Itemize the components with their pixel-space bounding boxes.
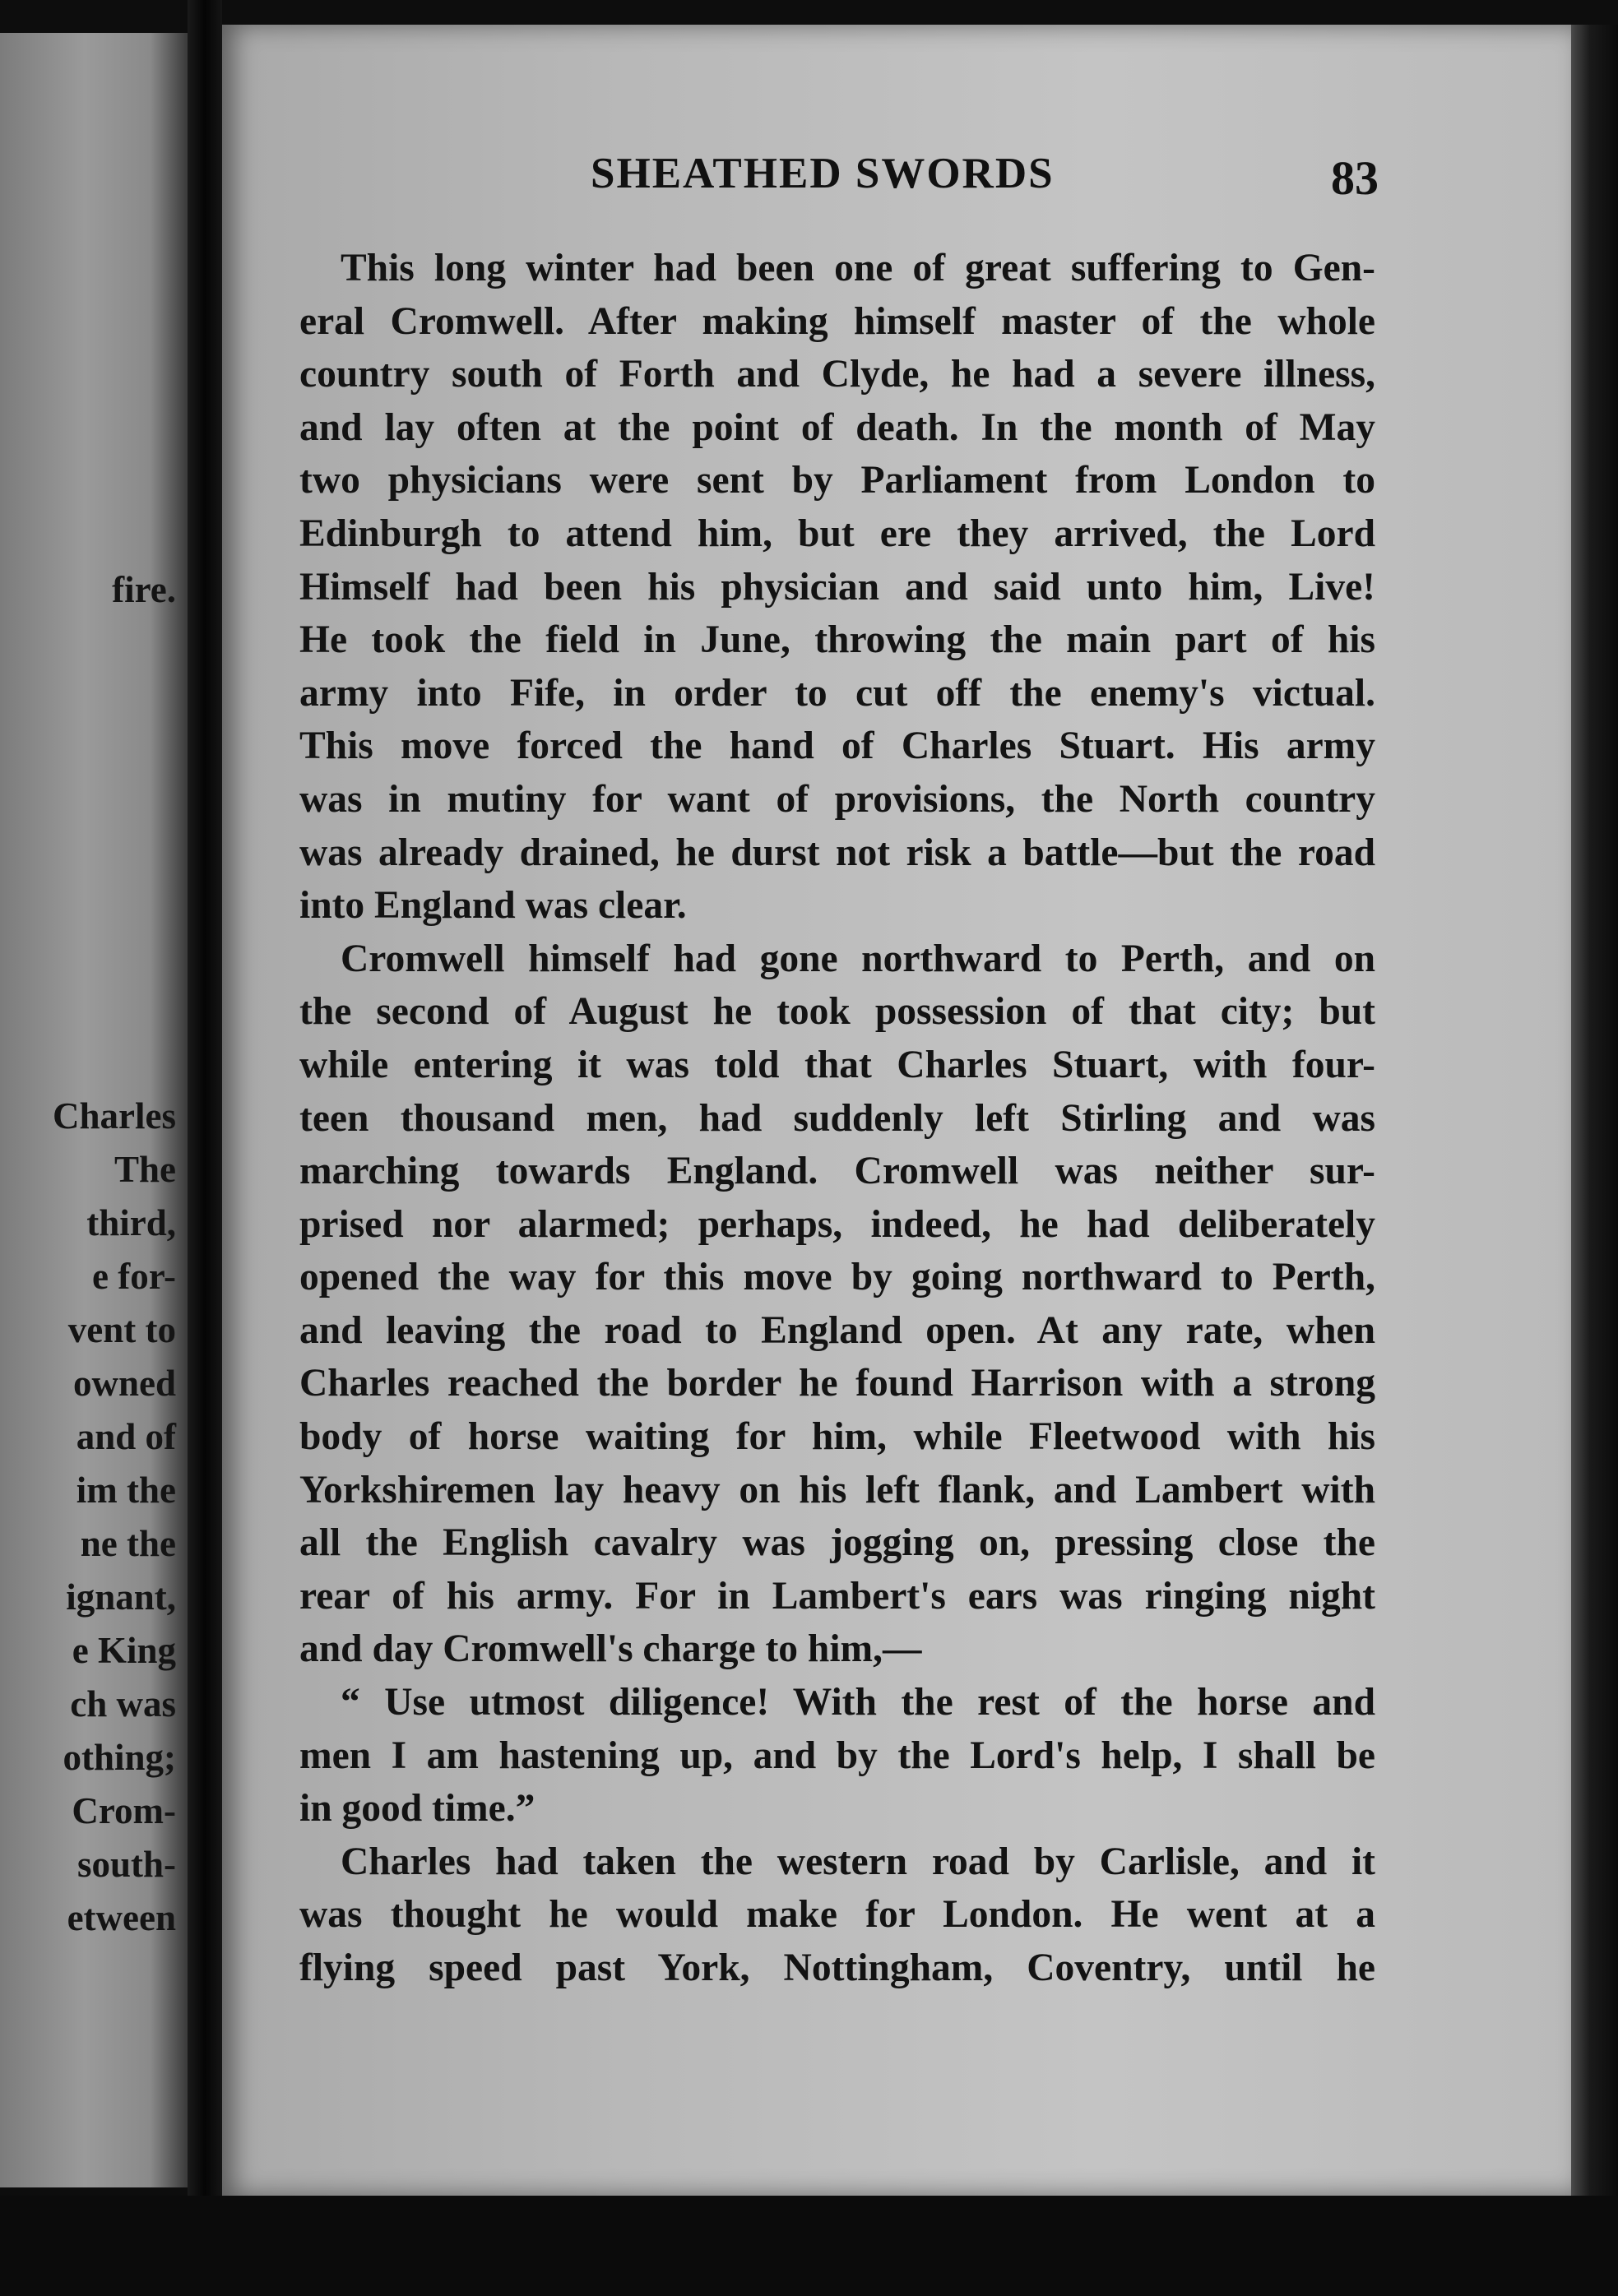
text-line: and day Cromwell's charge to him,— [299, 1627, 922, 1671]
left-page-line: ignant, [66, 1576, 176, 1618]
left-page-line: othing; [63, 1737, 176, 1778]
left-page-line: ne the [80, 1523, 176, 1564]
scan-bottom-border [0, 2196, 1618, 2296]
left-page-line: owned [72, 1363, 176, 1404]
text-line: was already drained, he durst not risk a battle—but the road [299, 831, 1375, 874]
left-page-line: e for- [92, 1256, 176, 1297]
text-line: “ Use utmost diligence! With the rest of the horse and [341, 1681, 1375, 1724]
text-line: Edinburgh to attend him, but ere they arrived, the Lord [299, 512, 1375, 555]
left-page-line: The [114, 1149, 176, 1190]
left-page-line: ch was [70, 1683, 176, 1724]
text-line: Cromwell himself had gone northward to Perth, and on [341, 937, 1375, 980]
text-line: in good time.” [299, 1787, 535, 1831]
text-line: This move forced the hand of Charles Stuart. His army [299, 724, 1375, 768]
text-line: the second of August he took possession of that city; but [299, 990, 1375, 1034]
text-line: was in mutiny for want of provisions, the North country [299, 777, 1375, 821]
left-page-line: im the [76, 1470, 176, 1511]
text-line: Charles had taken the western road by Carlisle, and it [341, 1840, 1375, 1883]
text-line: and lay often at the point of death. In the month of May [299, 405, 1375, 449]
text-line: Himself had been his physician and said unto him, Live! [299, 565, 1375, 609]
text-line: was thought he would make for London. He went at a [299, 1893, 1375, 1937]
text-line: body of horse waiting for him, while Fleetwood with his [299, 1415, 1375, 1459]
text-line: army into Fife, in order to cut off the enemy's victual. [299, 671, 1375, 715]
left-page-line: fire. [112, 569, 176, 610]
left-page-line: and of [76, 1416, 176, 1457]
text-line: flying speed past York, Nottingham, Coventry, until he [299, 1947, 1375, 1989]
left-page-line: Charles [53, 1095, 176, 1136]
left-page-fragment [0, 33, 188, 2187]
text-line: country south of Forth and Clyde, he had a severe illness, [299, 353, 1375, 396]
text-line: prised nor alarmed; perhaps, indeed, he had deliberately [299, 1202, 1375, 1246]
text-line: while entering it was told that Charles Stuart, with four- [299, 1043, 1375, 1086]
text-line: teen thousand men, had suddenly left Stirling and was [299, 1096, 1375, 1140]
text-line: Yorkshiremen lay heavy on his left flank, and Lambert with [299, 1468, 1375, 1511]
left-page-line: e King [72, 1630, 176, 1671]
book-spine-gutter [188, 0, 222, 2296]
left-page-line: south- [76, 1844, 176, 1885]
text-line: and leaving the road to England open. At any rate, when [299, 1308, 1375, 1352]
text-line: into England was clear. [299, 884, 687, 928]
text-line: two physicians were sent by Parliament from London to [299, 459, 1375, 502]
text-line: men I am hastening up, and by the Lord's help, I shall be [299, 1734, 1375, 1777]
left-page-line: etween [67, 1897, 176, 1938]
text-line: opened the way for this move by going northward to Perth, [299, 1256, 1375, 1299]
text-line: Charles reached the border he found Harrison with a strong [299, 1362, 1375, 1405]
page-right-edge [1571, 25, 1618, 2196]
text-line: rear of his army. For in Lambert's ears was ringing night [299, 1574, 1375, 1618]
body-text [299, 242, 1375, 1995]
running-head: SHEATHED SWORDS [591, 150, 1055, 197]
left-page-line: third, [86, 1202, 176, 1243]
text-line: This long winter had been one of great suffering to Gen- [341, 247, 1375, 289]
left-page-line: vent to [67, 1309, 176, 1350]
text-line: He took the field in June, throwing the main part of his [299, 618, 1375, 662]
left-page-line: Crom- [72, 1790, 176, 1831]
text-line: all the English cavalry was jogging on, pressing close the [299, 1521, 1375, 1565]
text-line: marching towards England. Cromwell was neither sur- [299, 1150, 1375, 1193]
page-number: 83 [1331, 151, 1379, 205]
text-line: eral Cromwell. After making himself master of the whole [299, 299, 1375, 343]
